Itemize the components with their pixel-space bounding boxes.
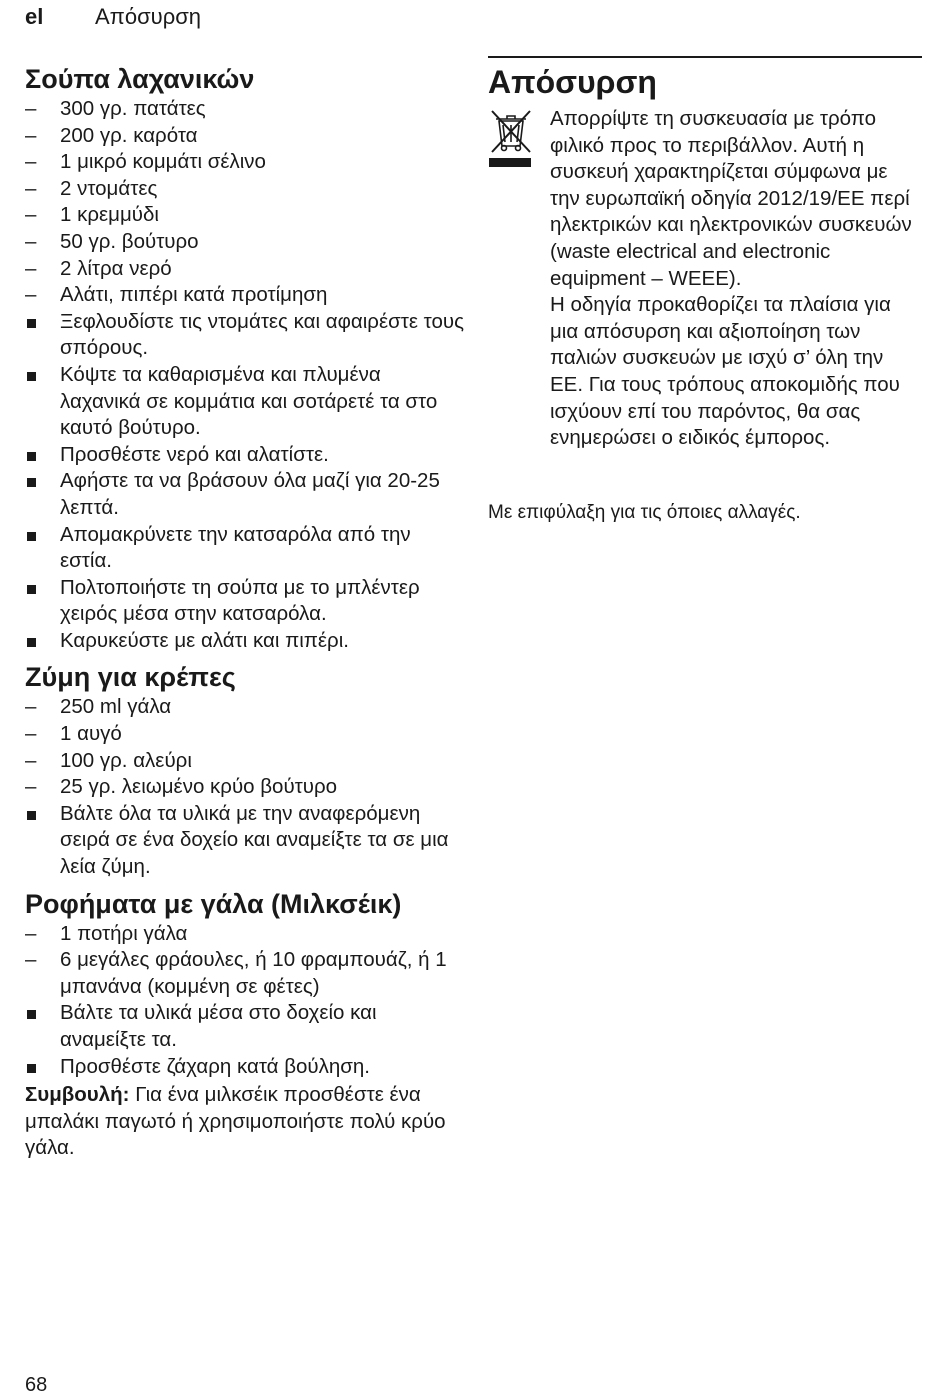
ingredient-item	[25, 921, 465, 948]
dash-bullet-icon	[25, 921, 45, 948]
item-text: Κόψτε τα καθαρισμένα και πλυμένα λαχανικά σε κομμάτια και σοτάρετέ τα στο καυτό βούτυρο.	[60, 362, 438, 440]
disposal-column	[488, 56, 922, 524]
ingredient-item	[25, 748, 465, 775]
item-text: 50 γρ. βούτυρο	[60, 229, 199, 253]
dash-bullet-icon	[25, 229, 45, 256]
step-item	[25, 575, 465, 628]
item-text: Προσθέστε ζάχαρη κατά βούληση.	[60, 1054, 370, 1078]
item-text: 250 ml γάλα	[60, 695, 172, 719]
separate-collection-bar	[489, 158, 531, 167]
step-item	[25, 442, 465, 469]
dash-bullet-icon	[25, 748, 45, 775]
ingredient-item	[25, 176, 465, 203]
ingredient-item	[25, 256, 465, 283]
dash-bullet-icon	[25, 774, 45, 801]
ingredient-item	[25, 694, 465, 721]
crepes-title: Ζύμη για κρέπες	[25, 662, 236, 693]
step-item	[25, 628, 465, 655]
reservation-note: Με επιφύλαξη για τις όποιες αλλαγές.	[488, 501, 801, 523]
disposal-paragraph-1: Απορρίψτε τη συσκευασία με τρόπο φιλικό προς το περιβάλλον. Αυτή η συσκευή χαρακτηρίζεται σύμφωνα με την ευρωπαϊκή οδηγία 2012/19/ΕΕ περί ηλεκτρικών και ηλεκτρονικών συσκευών (waste electrical and electronic equipment – WEEE).	[550, 107, 912, 290]
section-rule	[488, 56, 922, 58]
dash-bullet-icon	[25, 947, 45, 974]
tip-label: Συμβουλή:	[25, 1083, 130, 1107]
ingredient-item	[25, 721, 465, 748]
header-section-title: Απόσυρση	[95, 4, 202, 29]
crepes-list	[25, 694, 465, 880]
step-item	[25, 309, 465, 362]
item-text: 2 λίτρα νερό	[60, 256, 172, 280]
ingredient-item	[25, 229, 465, 256]
dash-bullet-icon	[25, 282, 45, 309]
item-text: 6 μεγάλες φράουλες, ή 10 φραμπουάζ, ή 1 μπανάνα (κομμένη σε φέτες)	[60, 948, 447, 998]
step-item	[25, 468, 465, 521]
item-text: Πολτοποιήστε τη σούπα με το μπλέντερ χειρός μέσα στην κατσαρόλα.	[60, 575, 420, 626]
item-text: Καρυκεύστε με αλάτι και πιπέρι.	[60, 628, 349, 652]
dash-bullet-icon	[25, 123, 45, 150]
ingredient-item	[25, 282, 465, 309]
dash-bullet-icon	[25, 202, 45, 229]
milkshake-list	[25, 921, 465, 1081]
item-text: 1 κρεμμύδι	[60, 203, 159, 227]
dash-bullet-icon	[25, 176, 45, 203]
milkshake-title: Ροφήματα με γάλα (Μιλκσέικ)	[25, 888, 402, 919]
step-item	[25, 1054, 465, 1081]
item-text: Βάλτε τα υλικά μέσα στο δοχείο και αναμείξτε τα.	[60, 1001, 377, 1051]
dash-bullet-icon	[25, 149, 45, 176]
item-text: Αφήστε τα να βράσουν όλα μαζί για 20-25 λεπτά.	[60, 469, 440, 519]
soup-title: Σούπα λαχανικών	[25, 64, 255, 94]
item-text: 300 γρ. πατάτες	[60, 97, 206, 120]
ingredient-item	[25, 774, 465, 801]
step-item	[25, 801, 465, 881]
ingredient-item	[25, 123, 465, 150]
dash-bullet-icon	[25, 96, 45, 123]
disposal-block	[488, 106, 922, 452]
recipes-column	[25, 62, 465, 1162]
item-text: Αλάτι, πιπέρι κατά προτίμηση	[60, 283, 328, 307]
item-text: 1 αυγό	[60, 722, 122, 746]
dash-bullet-icon	[25, 721, 45, 748]
dash-bullet-icon	[25, 256, 45, 283]
ingredient-item	[25, 947, 465, 1000]
item-text: 200 γρ. καρότα	[60, 123, 198, 147]
ingredient-item	[25, 149, 465, 176]
crossed-out-wheelie-bin-icon	[488, 108, 534, 154]
ingredient-item	[25, 202, 465, 229]
language-code: el	[25, 4, 44, 29]
page-header	[25, 4, 202, 30]
tip-text: Για ένα μιλκσέικ προσθέστε ένα μπαλάκι παγωτό ή χρησιμοποιήστε πολύ κρύο γάλα.	[25, 1083, 446, 1160]
step-item	[25, 522, 465, 575]
item-text: 100 γρ. αλεύρι	[60, 748, 192, 772]
tip-paragraph	[25, 1082, 465, 1162]
dash-bullet-icon	[25, 694, 45, 721]
soup-list	[25, 96, 465, 654]
item-text: Προσθέστε νερό και αλατίστε.	[60, 442, 329, 466]
disposal-paragraph-2: Η οδηγία προκαθορίζει τα πλαίσια για μια απόσυρση και αξιοποίηση των παλιών συσκευών με ισχύ σ’ όλη την ΕΕ. Για τους τρόπους αποκομιδής που ισχύουν επί του παρόντος, θα σας ενημερώσει ο ειδικός έμπορος.	[550, 293, 900, 450]
item-text: 2 ντομάτες	[60, 176, 158, 200]
ingredient-item	[25, 96, 465, 123]
item-text: Απομακρύνετε την κατσαρόλα από την εστία.	[60, 522, 411, 573]
step-item	[25, 1000, 465, 1053]
page-number: 68	[25, 1374, 48, 1396]
item-text: 1 μικρό κομμάτι σέλινο	[60, 150, 266, 174]
item-text: Βάλτε όλα τα υλικά με την αναφερόμενη σειρά σε ένα δοχείο και αναμείξτε τα σε μια λεία ζύμη.	[60, 801, 449, 879]
item-text: 1 ποτήρι γάλα	[60, 921, 188, 945]
disposal-title: Απόσυρση	[488, 64, 657, 100]
item-text: 25 γρ. λειωμένο κρύο βούτυρο	[60, 775, 338, 799]
item-text: Ξεφλουδίστε τις ντομάτες και αφαιρέστε τους σπόρους.	[60, 309, 464, 360]
step-item	[25, 362, 465, 442]
